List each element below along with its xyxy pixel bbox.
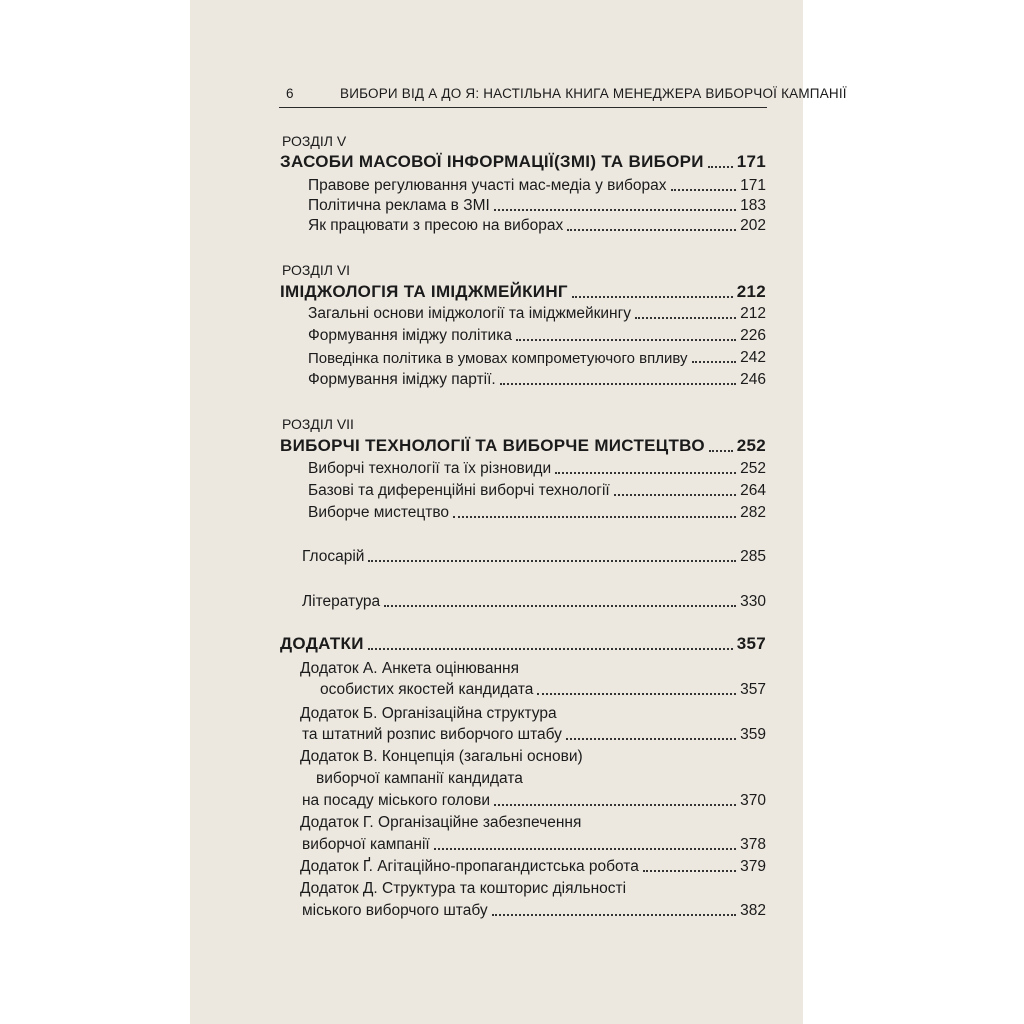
toc-entry-text: Формування іміджу політика: [308, 327, 512, 344]
toc-entry-text: Загальні основи іміджології та іміджмейкингу: [308, 305, 632, 322]
dot-leader: [572, 296, 733, 298]
toc-appendices-title[interactable]: [280, 634, 766, 654]
dot-leader: [555, 472, 736, 474]
toc-entry-text: Базові та диференційні виборчі технології: [308, 482, 610, 499]
section-label: РОЗДІЛ VI: [282, 262, 351, 278]
dot-leader: [492, 914, 737, 916]
toc-page: 370: [740, 792, 766, 809]
toc-title-text: ВИБОРЧІ ТЕХНОЛОГІЇ ТА ВИБОРЧЕ МИСТЕЦТВО: [280, 436, 705, 455]
toc-entry-text: Політична реклама в ЗМІ: [308, 197, 490, 214]
toc-page: 183: [740, 197, 766, 214]
toc-entry-text: виборчої кампанії: [302, 836, 430, 853]
running-title: ВИБОРИ ВІД А ДО Я: НАСТІЛЬНА КНИГА МЕНЕДЖЕРА ВИБОРЧОЇ КАМПАНІЇ: [340, 86, 847, 101]
toc-page: 379: [740, 858, 766, 875]
dot-leader: [635, 317, 736, 319]
header-rule: [279, 107, 767, 108]
toc-page: 171: [736, 152, 766, 171]
dot-leader: [537, 693, 736, 695]
dot-leader: [614, 494, 736, 496]
dot-leader: [500, 383, 736, 385]
dot-leader: [643, 870, 736, 872]
toc-appendix-gg[interactable]: [300, 858, 766, 876]
toc-entry[interactable]: [308, 482, 766, 500]
toc-entry-text: Як працювати з пресою на виборах: [308, 217, 564, 234]
toc-page: 171: [740, 177, 766, 194]
dot-leader: [494, 209, 736, 211]
toc-page: 242: [740, 349, 766, 366]
toc-page: 264: [740, 482, 766, 499]
toc-entry-text: на посаду міського голови: [302, 792, 491, 809]
toc-entry-text: Правове регулювання участі мас-медіа у виборах: [308, 177, 667, 194]
toc-entry[interactable]: [308, 197, 766, 215]
toc-entry[interactable]: [308, 217, 766, 235]
dot-leader: [566, 738, 736, 740]
toc-page: 282: [740, 504, 766, 521]
toc-page: 212: [740, 305, 766, 322]
toc-entry[interactable]: [308, 177, 766, 195]
appendix-v-line: виборчої кампанії кандидата: [316, 770, 523, 787]
toc-entry-text: Додаток Ґ. Агітаційно-пропагандистська робота: [300, 858, 639, 875]
toc-page: 378: [740, 836, 766, 853]
appendix-a-line: Додаток А. Анкета оцінювання: [300, 660, 519, 677]
dot-leader: [368, 648, 733, 650]
toc-page: 202: [740, 217, 766, 234]
toc-entry-text: Виборче мистецтво: [308, 504, 450, 521]
toc-literature[interactable]: [302, 593, 766, 611]
toc-entry-text: Глосарій: [302, 548, 365, 565]
toc-page: 246: [740, 371, 766, 388]
appendix-b-line: Додаток Б. Організаційна структура: [300, 705, 557, 722]
toc-appendix-v[interactable]: [302, 792, 766, 810]
toc-appendix-d[interactable]: [302, 902, 766, 920]
dot-leader: [434, 848, 736, 850]
toc-page: 382: [740, 902, 766, 919]
toc-appendix-a[interactable]: [320, 681, 766, 699]
toc-entry[interactable]: [308, 460, 766, 478]
toc-glossary[interactable]: [302, 548, 766, 566]
toc-entry-text: Поведінка політика в умовах компрометуючого впливу: [308, 350, 688, 367]
section-label: РОЗДІЛ VII: [282, 416, 354, 432]
toc-title-text: ІМІДЖОЛОГІЯ ТА ІМІДЖМЕЙКИНГ: [280, 282, 568, 301]
toc-page: 252: [740, 460, 766, 477]
dot-leader: [709, 450, 733, 452]
appendix-v-line: Додаток В. Концепція (загальні основи): [300, 748, 583, 765]
toc-page: 357: [736, 634, 766, 653]
toc-page: 285: [740, 548, 766, 565]
toc-page: 252: [736, 436, 766, 455]
toc-entry[interactable]: [308, 305, 766, 323]
toc-entry-text: міського виборчого штабу: [302, 902, 488, 919]
toc-page: 226: [740, 327, 766, 344]
toc-appendix-b[interactable]: [302, 726, 766, 744]
dot-leader: [708, 166, 733, 168]
dot-leader: [567, 229, 736, 231]
toc-entry-text: особистих якостей кандидата: [320, 681, 534, 698]
toc-section-title[interactable]: [280, 436, 766, 456]
toc-entry-text: Виборчі технології та їх різновиди: [308, 460, 552, 477]
toc-page: 212: [736, 282, 766, 301]
dot-leader: [368, 560, 736, 562]
appendix-g-line: Додаток Г. Організаційне забезпечення: [300, 814, 582, 831]
toc-entry[interactable]: [308, 327, 766, 345]
dot-leader: [692, 361, 737, 363]
page-number: 6: [286, 86, 294, 101]
section-label: РОЗДІЛ V: [282, 133, 347, 149]
toc-appendix-g[interactable]: [302, 836, 766, 854]
appendix-d-line: Додаток Д. Структура та кошторис діяльності: [300, 880, 627, 897]
toc-page: 330: [740, 593, 766, 610]
toc-page: 359: [740, 726, 766, 743]
toc-entry-text: Література: [302, 593, 381, 610]
dot-leader: [671, 189, 737, 191]
dot-leader: [453, 516, 736, 518]
dot-leader: [494, 804, 736, 806]
toc-section-title[interactable]: [280, 282, 766, 302]
toc-entry[interactable]: [308, 349, 766, 367]
dot-leader: [384, 605, 736, 607]
dot-leader: [516, 339, 736, 341]
toc-entry-text: та штатний розпис виборчого штабу: [302, 726, 562, 743]
toc-entry[interactable]: [308, 504, 766, 522]
toc-entry-text: Формування іміджу партії.: [308, 371, 496, 388]
toc-title-text: ДОДАТКИ: [280, 634, 364, 653]
toc-page: 357: [740, 681, 766, 698]
toc-entry[interactable]: [308, 371, 766, 389]
toc-section-title[interactable]: [280, 152, 766, 172]
toc-title-text: ЗАСОБИ МАСОВОЇ ІНФОРМАЦІЇ(ЗМІ) ТА ВИБОРИ: [280, 152, 704, 171]
